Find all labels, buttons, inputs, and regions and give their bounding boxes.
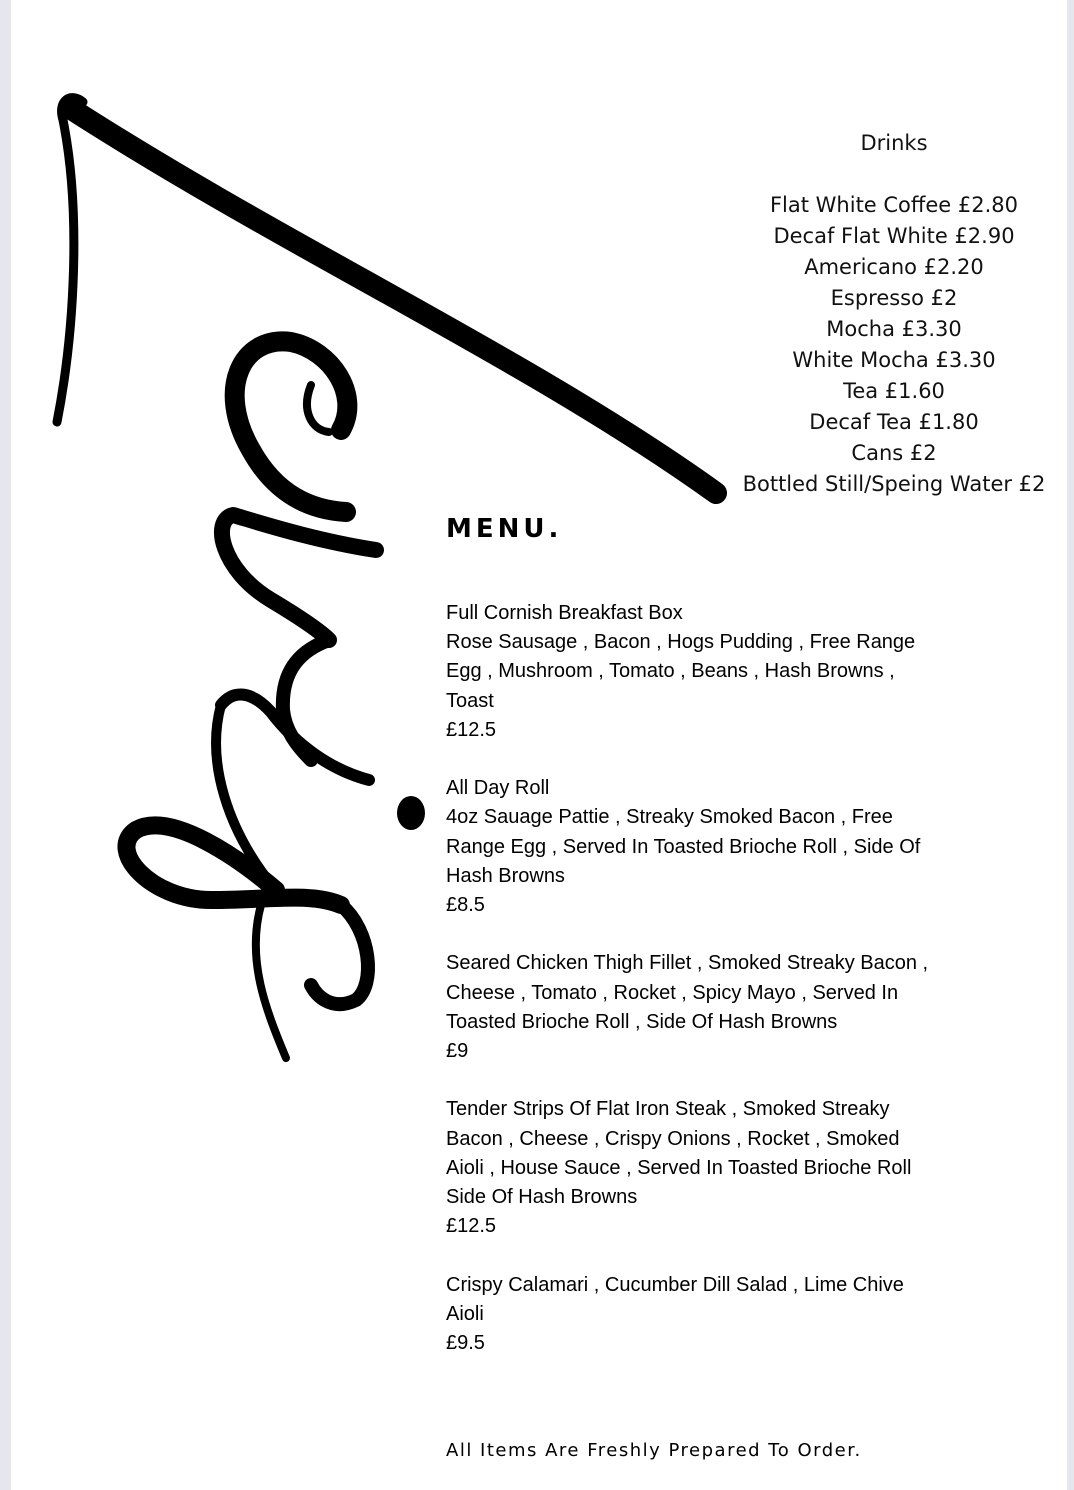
menu-item-line: Cheese , Tomato , Rocket , Spicy Mayo , Served In bbox=[446, 981, 899, 1004]
menu-item-price: £9 bbox=[446, 1040, 469, 1063]
menu-item-line: Seared Chicken Thigh Fillet , Smoked Streaky Bacon , bbox=[446, 952, 929, 975]
drink-item: Americano £2.20 bbox=[804, 255, 984, 279]
menu-item-line: Aioli , House Sauce , Served In Toasted Brioche Roll bbox=[446, 1156, 912, 1179]
drink-item: Flat White Coffee £2.80 bbox=[769, 193, 1019, 217]
menu-item-steak-roll bbox=[446, 1095, 986, 1241]
menu-item-line: Range Egg , Served In Toasted Brioche Roll , Side Of bbox=[446, 835, 921, 858]
menu-item-line: Aioli bbox=[446, 1302, 484, 1325]
menu-item-line: Tender Strips Of Flat Iron Steak , Smoked Streaky bbox=[446, 1098, 890, 1121]
menu-item-line: Egg , Mushroom , Tomato , Beans , Hash Browns , bbox=[446, 660, 895, 683]
menu-item-line: Side Of Hash Browns bbox=[446, 1186, 638, 1209]
drink-item: Decaf Tea £1.80 bbox=[809, 410, 979, 434]
drink-item: Mocha £3.30 bbox=[826, 317, 962, 341]
menu-item-price: £8.5 bbox=[446, 894, 485, 917]
menu-item-price: £12.5 bbox=[446, 718, 497, 741]
menu-item-line: 4oz Sauage Pattie , Streaky Smoked Bacon , Free bbox=[446, 806, 893, 829]
drinks-section bbox=[729, 128, 1059, 500]
drink-item: Espresso £2 bbox=[830, 286, 958, 310]
menu-item-line: Bacon , Cheese , Crispy Onions , Rocket , Smoked bbox=[446, 1127, 900, 1150]
drink-item: Bottled Still/Speing Water £2 bbox=[742, 472, 1046, 496]
menu-item-line: Hash Browns bbox=[446, 864, 565, 887]
drinks-title: Drinks bbox=[860, 131, 928, 155]
menu-item-line: Crispy Calamari , Cucumber Dill Salad , Lime Chive bbox=[446, 1273, 904, 1296]
drink-item: Tea £1.60 bbox=[843, 379, 945, 403]
menu-item-all-day-roll bbox=[446, 774, 986, 920]
footer-note: All Items Are Freshly Prepared To Order. bbox=[446, 1440, 862, 1461]
drink-item: White Mocha £3.30 bbox=[792, 348, 996, 372]
menu-item-line: Rose Sausage , Bacon , Hogs Pudding , Free Range bbox=[446, 631, 916, 654]
menu-item-line: Toasted Brioche Roll , Side Of Hash Browns bbox=[446, 1010, 838, 1033]
menu-item-chicken-roll bbox=[446, 949, 986, 1066]
menu-item-price: £9.5 bbox=[446, 1332, 485, 1355]
menu-item-line: All Day Roll bbox=[446, 777, 550, 800]
menu-item-line: Toast bbox=[446, 689, 494, 712]
logo-dot bbox=[397, 796, 425, 830]
drink-item: Cans £2 bbox=[851, 441, 937, 465]
menu-item-calamari bbox=[446, 1271, 986, 1359]
menu-title: MENU. bbox=[446, 514, 563, 544]
menu-list bbox=[446, 599, 986, 1387]
menu-page bbox=[11, 0, 1067, 1490]
menu-item-price: £12.5 bbox=[446, 1215, 497, 1238]
drink-item: Decaf Flat White £2.90 bbox=[773, 224, 1015, 248]
menu-item-breakfast-box bbox=[446, 599, 986, 745]
menu-item-line: Full Cornish Breakfast Box bbox=[446, 602, 683, 624]
